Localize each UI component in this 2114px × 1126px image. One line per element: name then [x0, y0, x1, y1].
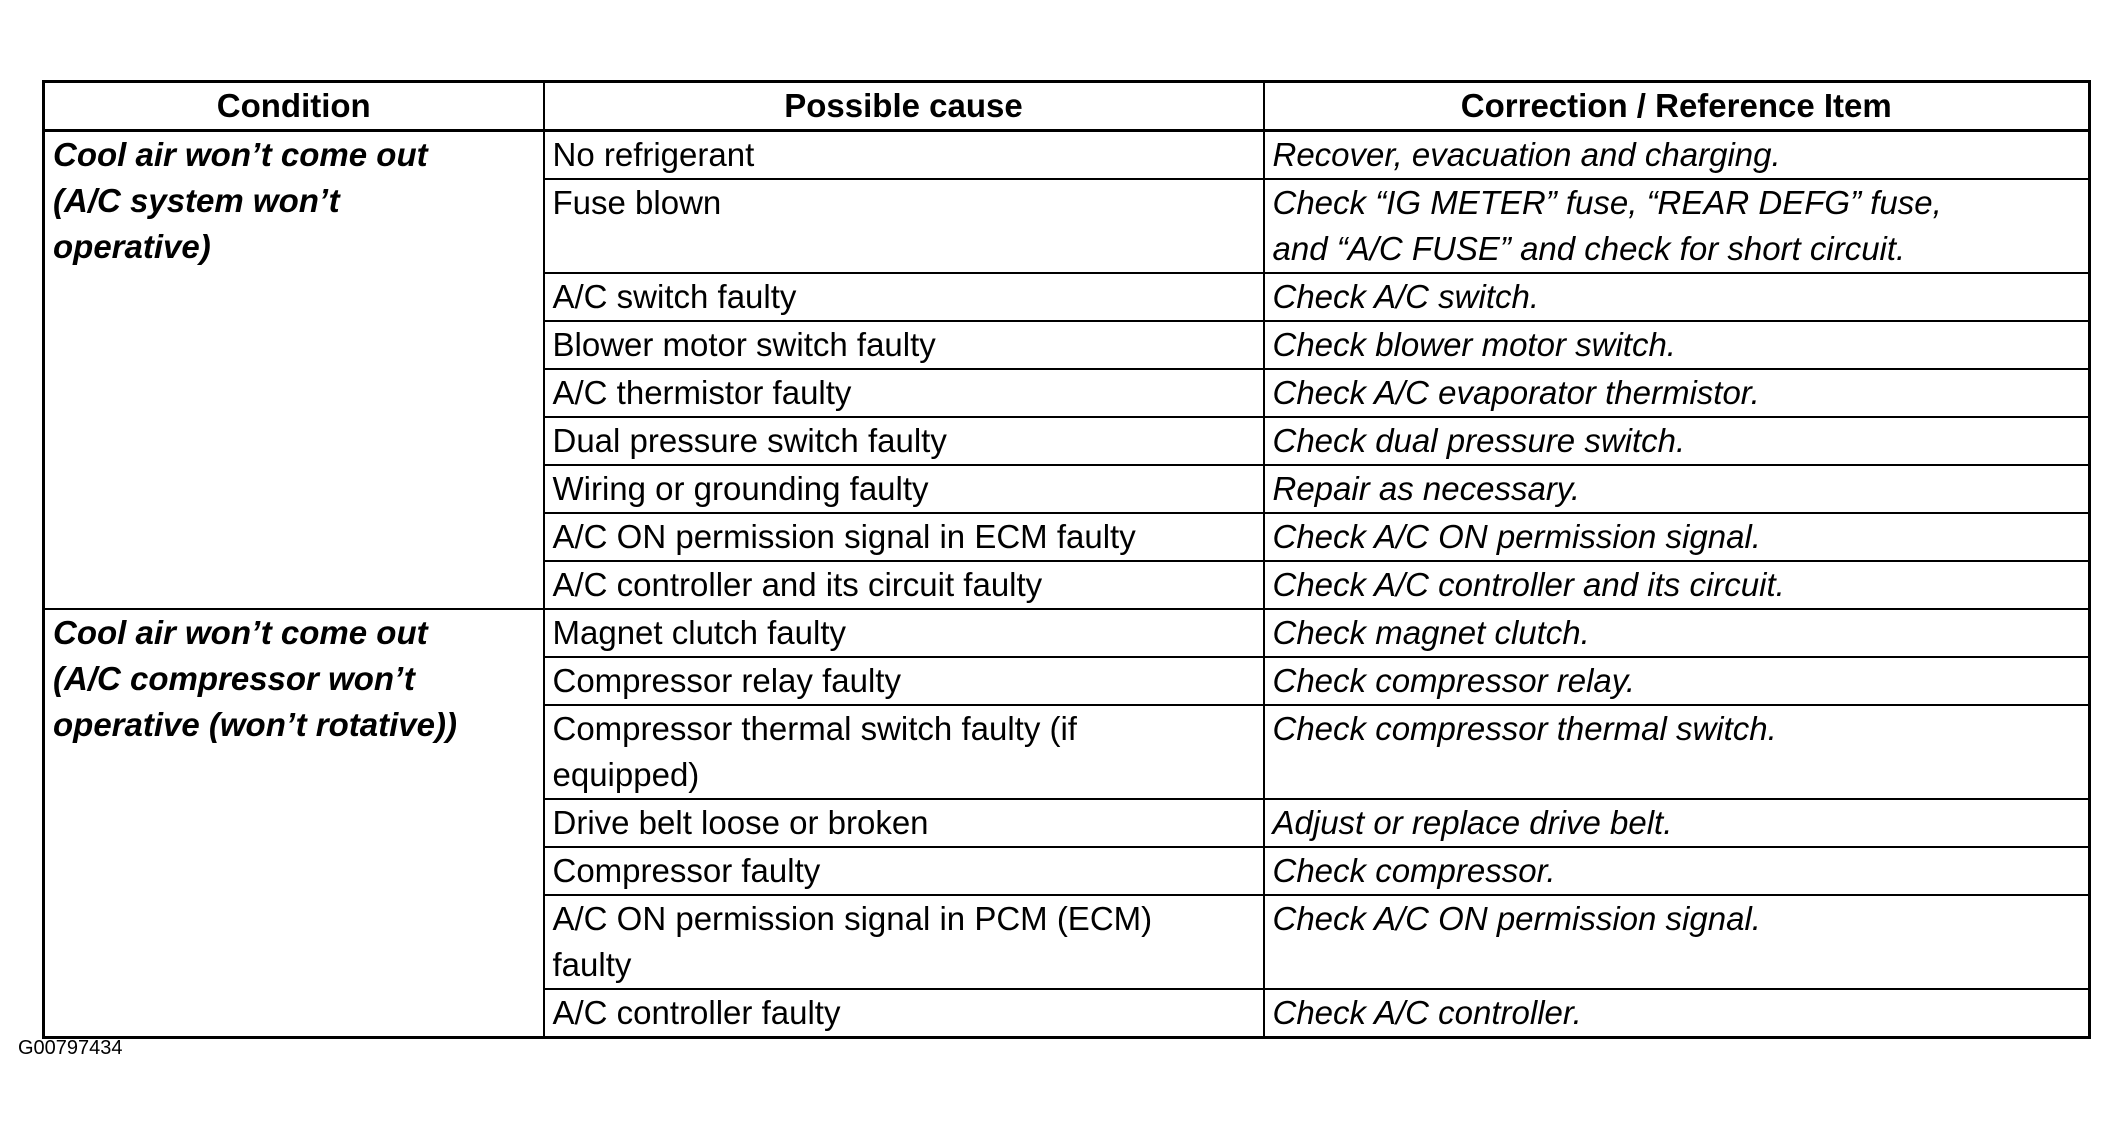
cause-cell: No refrigerant — [544, 131, 1264, 180]
condition-line: (A/C compressor won’t — [53, 660, 415, 697]
correction-cell: Check A/C controller and its circuit. — [1264, 561, 2090, 609]
correction-cell: Check A/C switch. — [1264, 273, 2090, 321]
cause-cell: A/C ON permission signal in ECM faulty — [544, 513, 1264, 561]
correction-cell: Check compressor thermal switch. — [1264, 705, 2090, 799]
correction-cell: Check blower motor switch. — [1264, 321, 2090, 369]
cause-line: faulty — [552, 946, 632, 983]
condition-line: (A/C system won’t — [53, 182, 340, 219]
correction-cell — [1264, 179, 2090, 273]
table-header-row — [44, 82, 2090, 131]
cause-cell: Compressor relay faulty — [544, 657, 1264, 705]
condition-line: operative) — [53, 228, 211, 265]
cause-cell: Wiring or grounding faulty — [544, 465, 1264, 513]
correction-line: and “A/C FUSE” and check for short circuit. — [1272, 230, 1906, 267]
table-row — [44, 609, 2090, 657]
condition-line: Cool air won’t come out — [53, 614, 428, 651]
cause-line: A/C ON permission signal in PCM (ECM) — [552, 900, 1153, 937]
cause-cell: A/C controller and its circuit faulty — [544, 561, 1264, 609]
correction-cell: Check magnet clutch. — [1264, 609, 2090, 657]
correction-cell: Check compressor relay. — [1264, 657, 2090, 705]
correction-line: Check “IG METER” fuse, “REAR DEFG” fuse, — [1272, 184, 1942, 221]
correction-cell: Check A/C controller. — [1264, 989, 2090, 1038]
condition-line: Cool air won’t come out — [53, 136, 428, 173]
correction-cell: Check compressor. — [1264, 847, 2090, 895]
cause-line: Compressor thermal switch faulty (if — [552, 710, 1077, 747]
cause-cell — [544, 705, 1264, 799]
figure-id: G00797434 — [18, 1037, 123, 1059]
correction-cell: Adjust or replace drive belt. — [1264, 799, 2090, 847]
header-condition: Condition — [44, 82, 544, 131]
cause-cell: Dual pressure switch faulty — [544, 417, 1264, 465]
condition-cell-ac-system — [44, 131, 544, 610]
troubleshooting-table — [42, 80, 2091, 1039]
cause-line: equipped) — [552, 756, 700, 793]
correction-cell: Check A/C ON permission signal. — [1264, 895, 2090, 989]
correction-cell: Check A/C ON permission signal. — [1264, 513, 2090, 561]
condition-cell-ac-compressor — [44, 609, 544, 1038]
condition-line: operative (won’t rotative)) — [53, 706, 457, 743]
cause-cell — [544, 895, 1264, 989]
table-row — [44, 131, 2090, 180]
cause-cell: Fuse blown — [544, 179, 1264, 273]
header-possible-cause: Possible cause — [544, 82, 1264, 131]
cause-cell: Drive belt loose or broken — [544, 799, 1264, 847]
cause-cell: A/C thermistor faulty — [544, 369, 1264, 417]
header-correction: Correction / Reference Item — [1264, 82, 2090, 131]
correction-cell: Repair as necessary. — [1264, 465, 2090, 513]
cause-cell: Magnet clutch faulty — [544, 609, 1264, 657]
correction-cell: Check dual pressure switch. — [1264, 417, 2090, 465]
cause-cell: Compressor faulty — [544, 847, 1264, 895]
correction-cell: Check A/C evaporator thermistor. — [1264, 369, 2090, 417]
cause-cell: A/C controller faulty — [544, 989, 1264, 1038]
correction-cell: Recover, evacuation and charging. — [1264, 131, 2090, 180]
cause-cell: A/C switch faulty — [544, 273, 1264, 321]
cause-cell: Blower motor switch faulty — [544, 321, 1264, 369]
